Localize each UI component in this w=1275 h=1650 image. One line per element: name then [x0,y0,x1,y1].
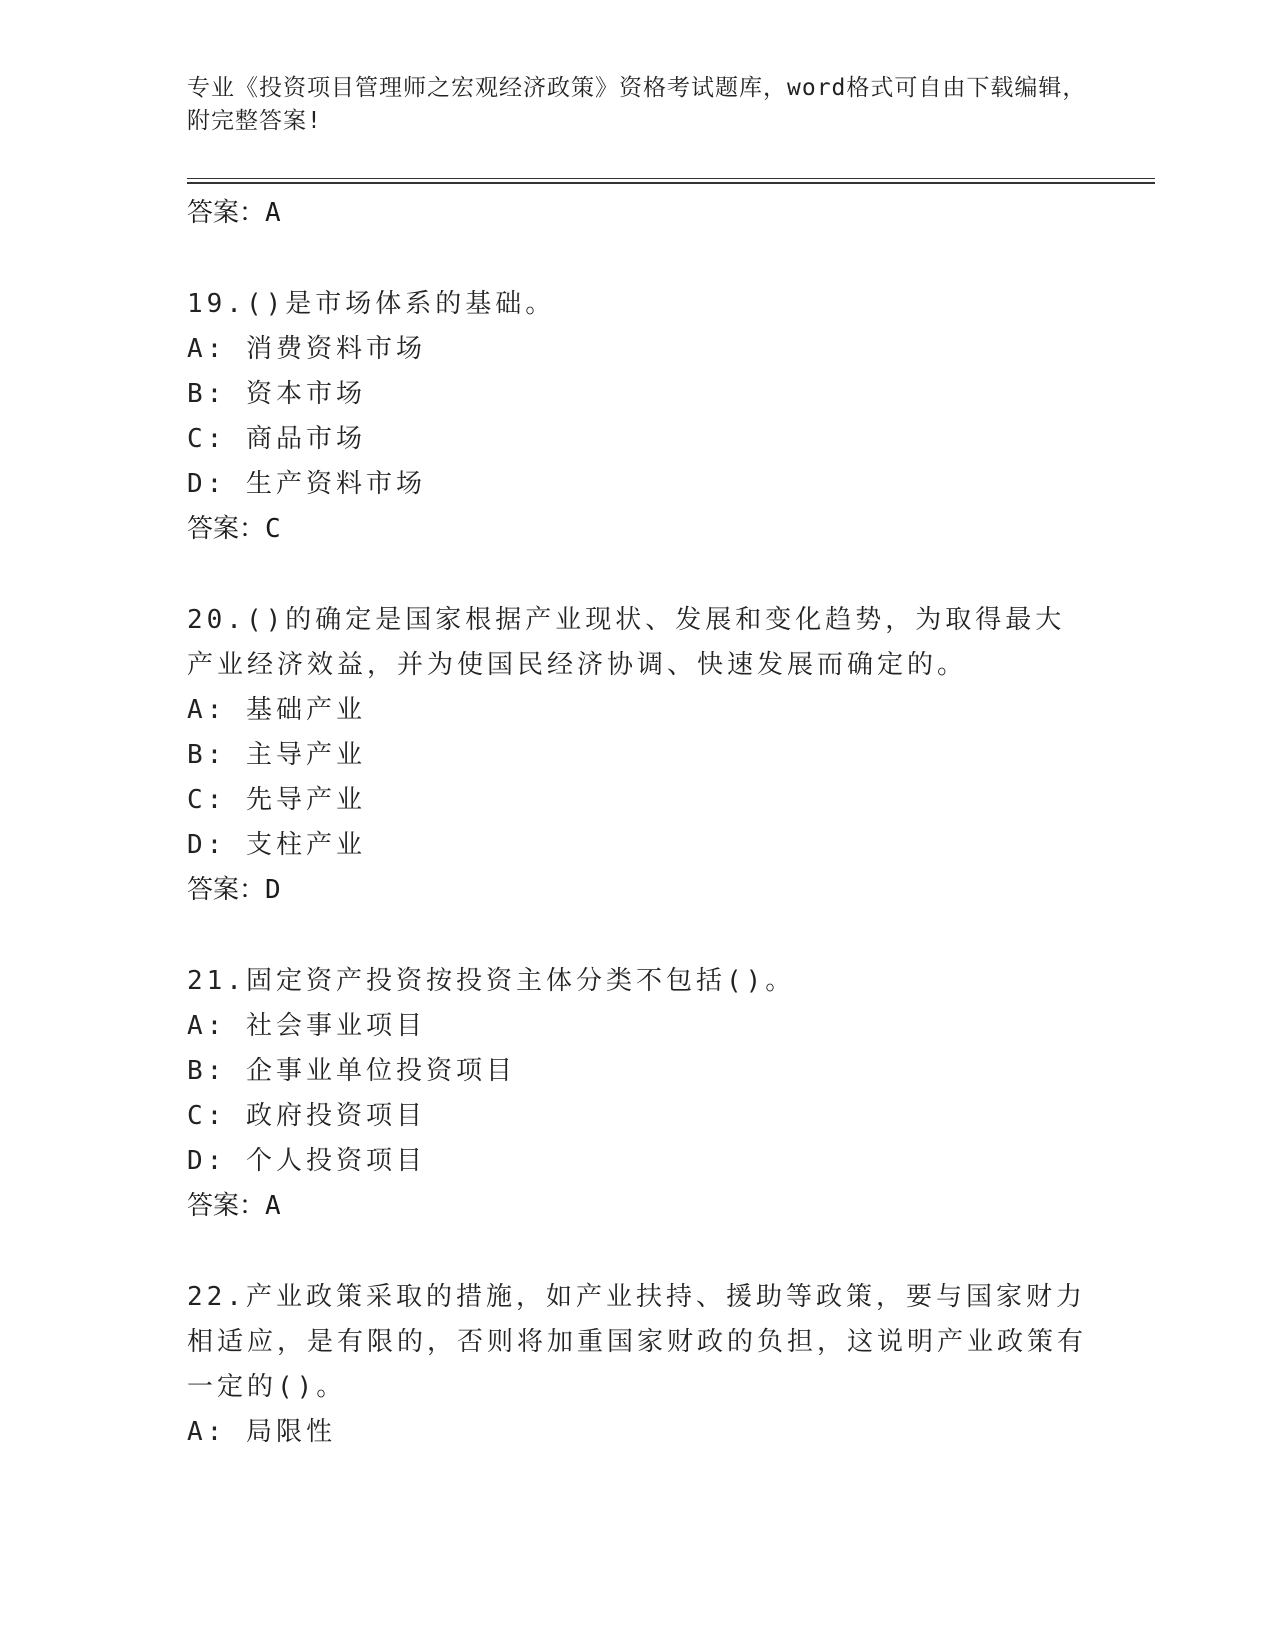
option-d: D: 生产资料市场 [187,469,426,499]
answer-line [187,1184,1087,1228]
document-header: 专业《投资项目管理师之宏观经济政策》资格考试题库，word格式可自由下载编辑，附完整答案! [187,75,1087,134]
answer-label: 答案： [187,198,266,228]
answer-label: 答案： [187,514,266,544]
answer-label: 答案： [187,1191,266,1221]
answer-value: C [265,514,282,544]
option-a: A: 消费资料市场 [187,334,426,364]
answer-line [187,191,1087,235]
option-a: A: 社会事业项目 [187,1011,426,1041]
question-block [187,959,1087,1228]
question-block [187,282,1087,551]
question-block [187,1275,1087,1455]
option-d: D: 个人投资项目 [187,1146,426,1176]
spacer [187,1228,1087,1275]
answer-value: A [265,198,282,228]
option-c: C: 商品市场 [187,424,366,454]
answer-value: D [265,875,282,905]
option-a: A: 基础产业 [187,695,366,725]
option-d: D: 支柱产业 [187,830,366,860]
header-divider-thin [187,178,1155,179]
header-divider-thick [187,182,1155,184]
spacer [187,912,1087,959]
answer-value: A [265,1191,282,1221]
answer-line [187,507,1087,551]
question-list [187,191,1087,1455]
option-b: B: 主导产业 [187,740,366,770]
answer-line [187,868,1087,912]
question-text: 21.固定资产投资按投资主体分类不包括()。 [187,966,796,996]
spacer [187,235,1087,282]
question-text: 22.产业政策采取的措施，如产业扶持、援助等政策，要与国家财力相适应，是有限的，否则将加重国家财政的负担，这说明产业政策有一定的()。 [187,1282,1088,1402]
option-a: A: 局限性 [187,1417,336,1447]
option-c: C: 先导产业 [187,785,366,815]
question-text: 20.()的确定是国家根据产业现状、发展和变化趋势，为取得最大产业经济效益，并为使国民经济协调、快速发展而确定的。 [187,605,1066,680]
question-text: 19.()是市场体系的基础。 [187,289,556,319]
answer-label: 答案： [187,875,266,905]
question-block [187,598,1087,912]
option-c: C: 政府投资项目 [187,1101,426,1131]
option-b: B: 企事业单位投资项目 [187,1056,516,1086]
option-b: B: 资本市场 [187,379,366,409]
spacer [187,551,1087,598]
